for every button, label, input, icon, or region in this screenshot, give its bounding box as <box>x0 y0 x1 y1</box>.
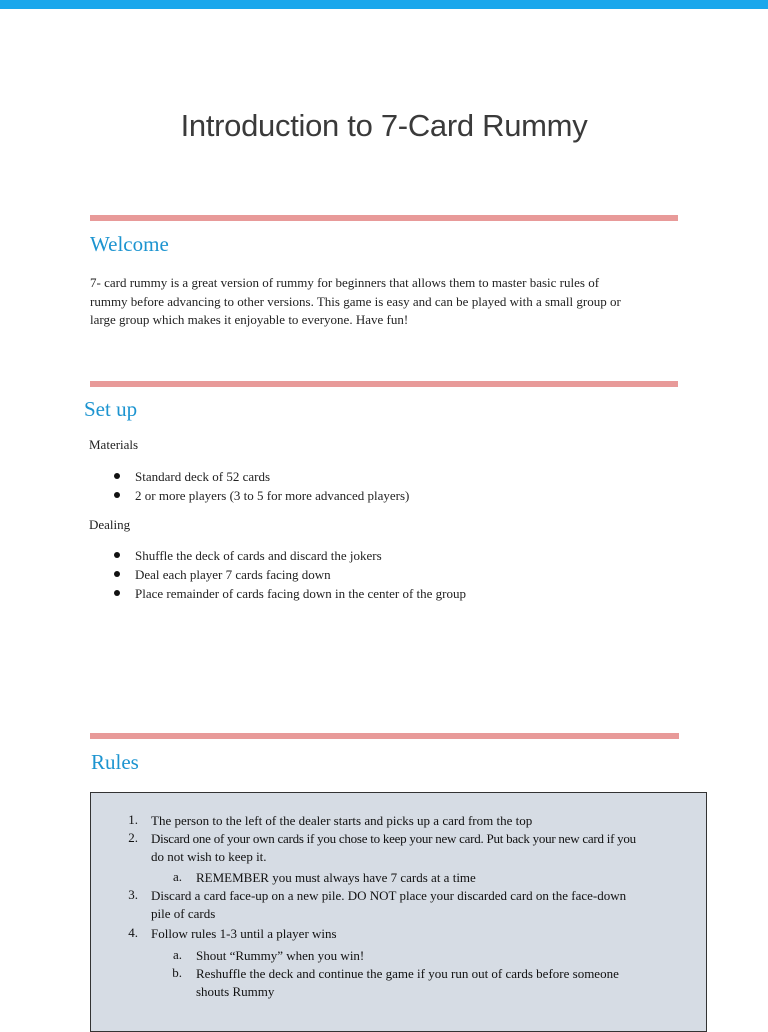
rule-text: The person to the left of the dealer starts and picks up a card from the top <box>151 813 533 828</box>
materials-list <box>112 467 409 505</box>
section-divider-welcome <box>90 215 678 221</box>
rule-text: Discard one of your own cards if you chose to keep your new card. Put back your new card if you <box>151 831 636 846</box>
rule-number: 1. <box>128 812 138 827</box>
rule-text: do not wish to keep it. <box>151 849 267 864</box>
list-item: Place remainder of cards facing down in the center of the group <box>112 584 466 603</box>
list-item: 2 or more players (3 to 5 for more advanced players) <box>112 486 409 505</box>
rule-number: 3. <box>128 887 138 902</box>
materials-label: Materials <box>89 437 139 452</box>
rule-text: pile of cards <box>151 906 216 921</box>
top-accent-bar <box>0 0 768 9</box>
subrule-letter: a. <box>172 947 182 962</box>
subrule-letter: a. <box>172 869 182 884</box>
welcome-line: rummy before advancing to other versions. This game is easy and can be played with a small group or <box>90 293 621 309</box>
rule-number: 4. <box>128 925 138 940</box>
list-item: Shuffle the deck of cards and discard the jokers <box>112 546 466 565</box>
list-item: Deal each player 7 cards facing down <box>112 565 466 584</box>
heading-setup: Set up <box>84 397 138 421</box>
rule-text: Discard a card face-up on a new pile. DO NOT place your discarded card on the face-down <box>151 888 627 903</box>
rule-number: 2. <box>128 830 138 845</box>
heading-rules: Rules <box>91 750 139 774</box>
list-item: Standard deck of 52 cards <box>112 467 409 486</box>
heading-welcome: Welcome <box>90 232 169 256</box>
subrule-letter: b. <box>172 965 182 980</box>
rule-text: Follow rules 1-3 until a player wins <box>151 926 337 941</box>
dealing-list <box>112 546 466 603</box>
section-divider-setup <box>90 381 678 387</box>
subrule-text: Shout “Rummy” when you win! <box>196 948 365 963</box>
section-divider-rules <box>90 733 679 739</box>
subrule-text: shouts Rummy <box>196 984 275 999</box>
dealing-label: Dealing <box>89 517 131 532</box>
welcome-line: large group which makes it enjoyable to everyone. Have fun! <box>90 312 409 327</box>
subrule-text: REMEMBER you must always have 7 cards at a time <box>196 870 476 885</box>
welcome-line: 7- card rummy is a great version of rummy for beginners that allows them to master basic rules of <box>90 275 600 290</box>
welcome-paragraph <box>90 274 680 330</box>
subrule-text: Reshuffle the deck and continue the game if you run out of cards before someone <box>196 966 619 981</box>
page-title: Introduction to 7-Card Rummy <box>180 108 588 143</box>
rules-box <box>90 792 707 1032</box>
